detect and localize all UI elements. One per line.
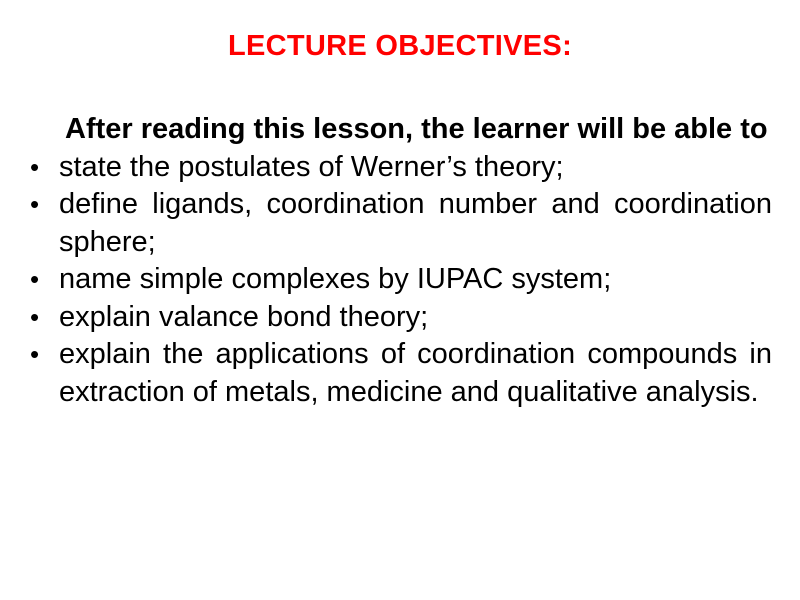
objective-text: state the postulates of Werner’s theory; [59, 150, 564, 183]
bullet-icon: • [30, 189, 40, 219]
objective-text: define ligands, coordination number and coordination sphere; [59, 188, 772, 258]
list-item [28, 149, 772, 187]
slide-title: LECTURE OBJECTIVES: [227, 30, 573, 62]
slide-content [28, 111, 772, 411]
bullet-icon: • [30, 339, 40, 369]
bullet-icon: • [30, 264, 40, 294]
bullet-icon: • [30, 151, 40, 182]
objective-text: explain valance bond theory; [59, 300, 429, 333]
objectives-list [28, 149, 772, 412]
list-item [28, 261, 772, 299]
intro-text: After reading this lesson, the learner will be able to [65, 113, 768, 145]
objective-text: explain the applications of coordination compounds in extraction of metals, medicine and qualitative analysis. [59, 338, 772, 408]
list-item [28, 186, 772, 261]
objective-text: name simple complexes by IUPAC system; [59, 263, 612, 295]
bullet-icon: • [30, 301, 40, 332]
list-item [28, 336, 772, 411]
list-item [28, 299, 772, 337]
